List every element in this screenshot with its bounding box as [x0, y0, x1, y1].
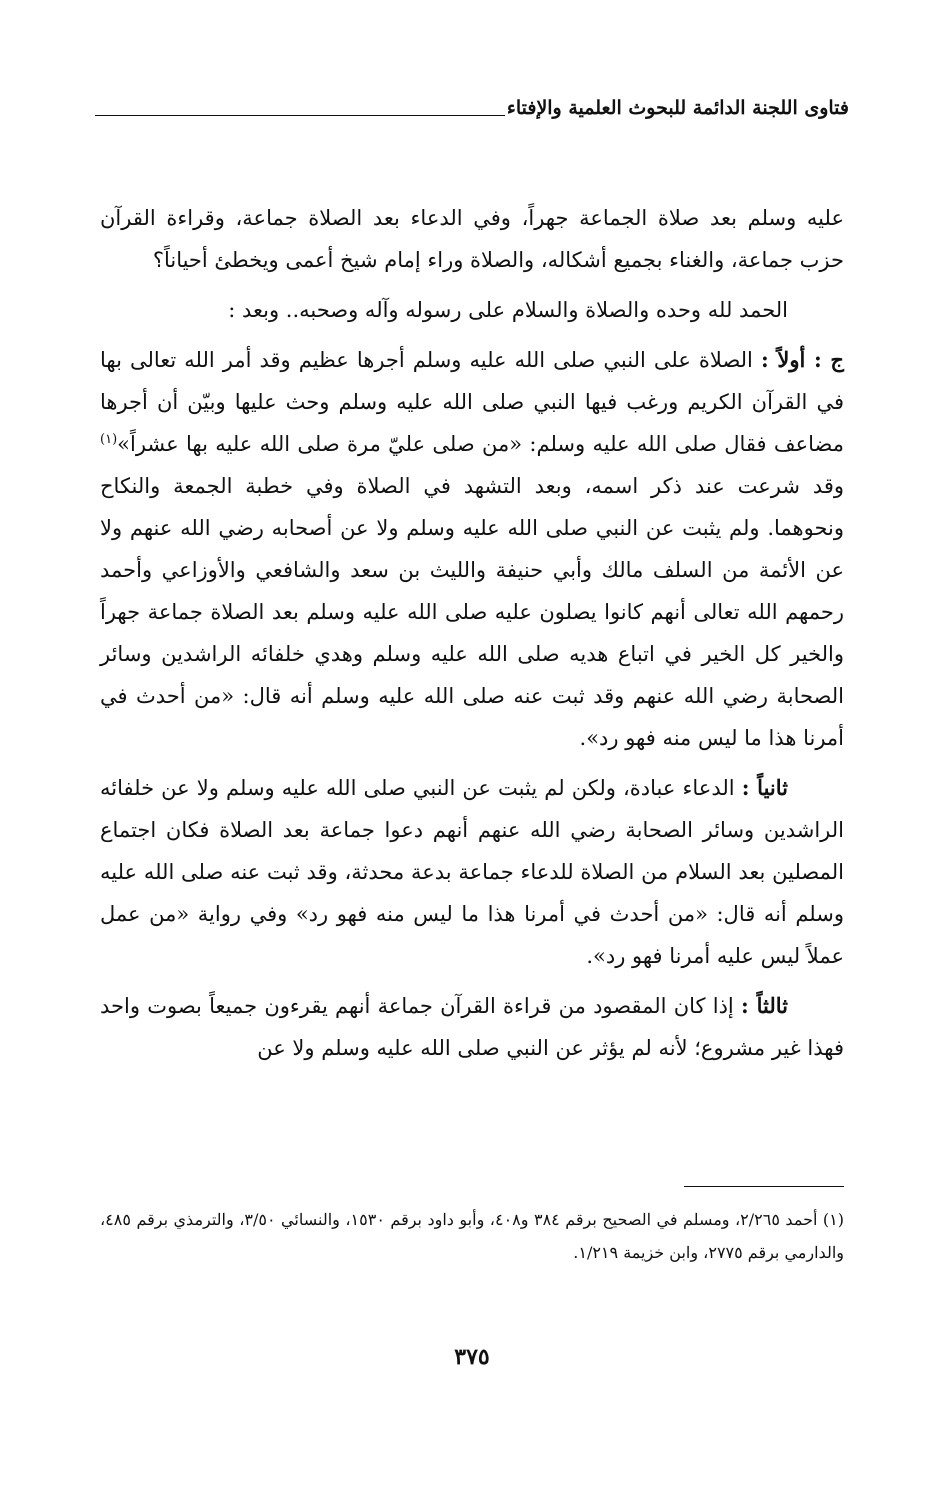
- answer-first-label: ج : أولاً :: [760, 347, 844, 372]
- header-title: فتاوى اللجنة الدائمة للبحوث العلمية والإفتاء: [506, 97, 849, 120]
- main-text: [100, 197, 844, 1077]
- answer-second-paragraph: [100, 767, 844, 977]
- answer-second-label: ثانياً :: [741, 775, 789, 800]
- answer-second-text: الدعاء عبادة، ولكن لم يثبت عن النبي صلى الله عليه وسلم ولا عن خلفائه الراشدين وسائر الصحابة رضي الله عنهم أنهم دعوا جماعة بعد الصلاة فكان اجتماع المصلين بعد السلام من الصلاة للدعاء جماعة بدعة محدثة، وقد ثبت عنه صلى الله عليه وسلم أنه قال: «من أحدث في أمرنا هذا ما ليس منه فهو رد» وفي رواية «من عمل عملاً ليس عليه أمرنا فهو رد».: [100, 776, 844, 968]
- answer-first-text-b: وقد شرعت عند ذكر اسمه، وبعد التشهد في الصلاة وفي خطبة الجمعة والنكاح ونحوهما. ولم يثبت عن النبي صلى الله عليه وسلم ولا عن أصحابه رضي الله عنهم ولا عن الأئمة من السلف مالك وأبي حنيفة والليث بن سعد والشافعي والأوزاعي وأحمد رحمهم الله تعالى أنهم كانوا يصلون عليه صلى الله عليه وسلم بعد الصلاة جماعة جهراً والخير كل الخير في اتباع هديه صلى الله عليه وسلم وهدي خلفائه الراشدين وسائر الصحابة رضي الله عنهم وقد ثبت عنه صلى الله عليه وسلم أنه قال: «من أحدث في أمرنا هذا ما ليس منه فهو رد».: [100, 474, 844, 750]
- footnote-text: (١) أحمد ٢/٢٦٥، ومسلم في الصحيح برقم ٣٨٤ و٤٠٨، وأبو داود برقم ١٥٣٠، والنسائي ٣/٥٠، والترمذي برقم ٤٨٥، والدارمي برقم ٢٧٧٥، وابن خزيمة ١/٢١٩.: [100, 1210, 845, 1262]
- footnote-reference[interactable]: (١): [100, 432, 118, 447]
- header-rule: [95, 115, 505, 116]
- question-paragraph: عليه وسلم بعد صلاة الجماعة جهراً، وفي الدعاء بعد الصلاة جماعة، وقراءة القرآن حزب جماعة، والغناء بجميع أشكاله، والصلاة وراء إمام شيخ أعمى ويخطئ أحياناً؟: [100, 206, 844, 272]
- footnotes: [100, 1203, 844, 1269]
- answer-first-paragraph: [100, 339, 844, 759]
- answer-third-paragraph: [100, 985, 844, 1069]
- hamd-paragraph: الحمد لله وحده والصلاة والسلام على رسوله وآله وصحبه.. وبعد :: [228, 298, 788, 322]
- running-header: [95, 84, 849, 124]
- answer-first-text-a: الصلاة على النبي صلى الله عليه وسلم أجرها عظيم وقد أمر الله تعالى بها في القرآن الكريم ورغب فيها النبي صلى الله عليه وسلم وحث عليها وبيّن أن أجرها مضاعف فقال صلى الله عليه وسلم: «من صلى عليّ مرة صلى الله عليه بها عشراً»: [100, 348, 844, 456]
- footnote-separator: [684, 1186, 844, 1187]
- page-number: ٣٧٥: [454, 1344, 490, 1370]
- answer-third-text: إذا كان المقصود من قراءة القرآن جماعة أنهم يقرءون جميعاً بصوت واحد فهذا غير مشروع؛ لأنه لم يؤثر عن النبي صلى الله عليه وسلم ولا عن: [100, 994, 844, 1060]
- answer-third-label: ثالثاً :: [741, 993, 788, 1018]
